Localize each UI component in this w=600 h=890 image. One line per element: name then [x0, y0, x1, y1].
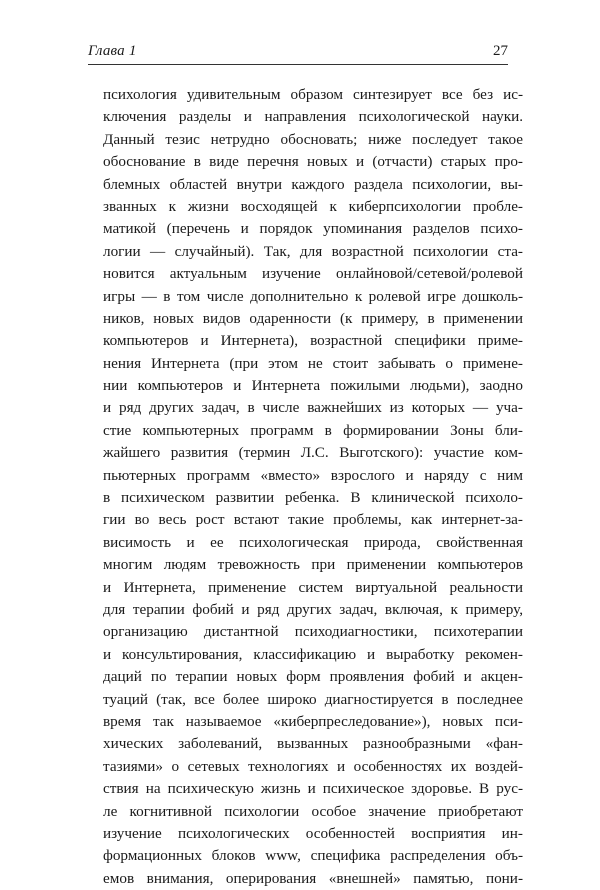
- text-line: званных к жизни восходящей к киберпсихологии пробле-: [103, 197, 523, 215]
- text-line: обоснование в виде перечня новых и (отчасти) старых про-: [103, 153, 523, 171]
- text-line: жайшего развития (термин Л.С. Выготского): участие ком-: [103, 444, 523, 462]
- text-line: емов внимания, оперирования «внешней» памятью, пони-: [103, 869, 523, 887]
- text-line: формационных блоков www, специфика распределения объ-: [103, 847, 523, 865]
- text-line: для терапии фобий и ряд других задач, включая, к примеру,: [103, 600, 523, 618]
- text-line: время так называемое «киберпреследование»), новых пси-: [103, 712, 523, 730]
- text-line: туаций (так, все более широко диагностируется в последнее: [103, 690, 523, 708]
- text-line: нии компьютеров и Интернета пожилыми людьми), заодно: [103, 377, 523, 395]
- text-line: даций по терапии новых форм проявления фобий и акцен-: [103, 668, 523, 686]
- text-line: ключения разделы и направления психологической науки.: [103, 108, 523, 126]
- text-line: ников, новых видов одаренности (к примеру, в применении: [103, 309, 523, 327]
- header-rule: [88, 64, 508, 65]
- text-line: пьютерных программ «вместо» взрослого и наряду с ним: [103, 466, 523, 484]
- text-line: и консультирования, классификацию и выработку рекомен-: [103, 645, 523, 663]
- page-number: 27: [493, 43, 508, 59]
- text-line: в психическом развитии ребенка. В клинической психоло-: [103, 489, 523, 507]
- text-line: хических заболеваний, вызванных разнообразными «фан-: [103, 735, 523, 753]
- text-line: новится актуальным изучение онлайновой/сетевой/ролевой: [103, 265, 523, 283]
- text-line: матикой (перечень и порядок упоминания разделов психо-: [103, 220, 523, 238]
- chapter-title: Глава 1: [88, 43, 137, 59]
- text-line: компьютеров и Интернета), возрастной специфики приме-: [103, 332, 523, 350]
- text-line: гии во весь рост встают такие проблемы, как интернет-за-: [103, 511, 523, 529]
- text-line: блемных областей внутри каждого раздела психологии, вы-: [103, 175, 523, 193]
- text-line: Данный тезис нетрудно обосновать; ниже последует такое: [103, 130, 523, 148]
- text-line: логии — случайный). Так, для возрастной психологии ста-: [103, 242, 523, 260]
- text-line: стие компьютерных программ в формировании Зоны бли-: [103, 421, 523, 439]
- text-line: и ряд других задач, в числе важнейших из которых — уча-: [103, 399, 523, 417]
- text-line: психология удивительным образом синтезирует все без ис-: [103, 86, 523, 103]
- text-line: тазиями» о сетевых технологиях и особенностях их воздей-: [103, 757, 523, 775]
- text-line: многим людям тревожность при применении компьютеров: [103, 556, 523, 574]
- text-line: ле когнитивной психологии особое значение приобретают: [103, 802, 523, 820]
- text-line: изучение психологических особенностей восприятия ин-: [103, 824, 523, 842]
- text-line: и Интернета, применение систем виртуальной реальности: [103, 578, 523, 596]
- text-line: организацию дистантной психодиагностики, психотерапии: [103, 623, 523, 641]
- text-line: висимость и ее психологическая природа, свойственная: [103, 533, 523, 551]
- text-line: ствия на психическую жизнь и психическое здоровье. В рус-: [103, 780, 523, 798]
- text-line: игры — в том числе дополнительно к ролевой игре дошколь-: [103, 287, 523, 305]
- running-head: [88, 40, 508, 62]
- body-paragraph: [103, 84, 523, 890]
- text-line: нения Интернета (при этом не стоит забывать о примене-: [103, 354, 523, 372]
